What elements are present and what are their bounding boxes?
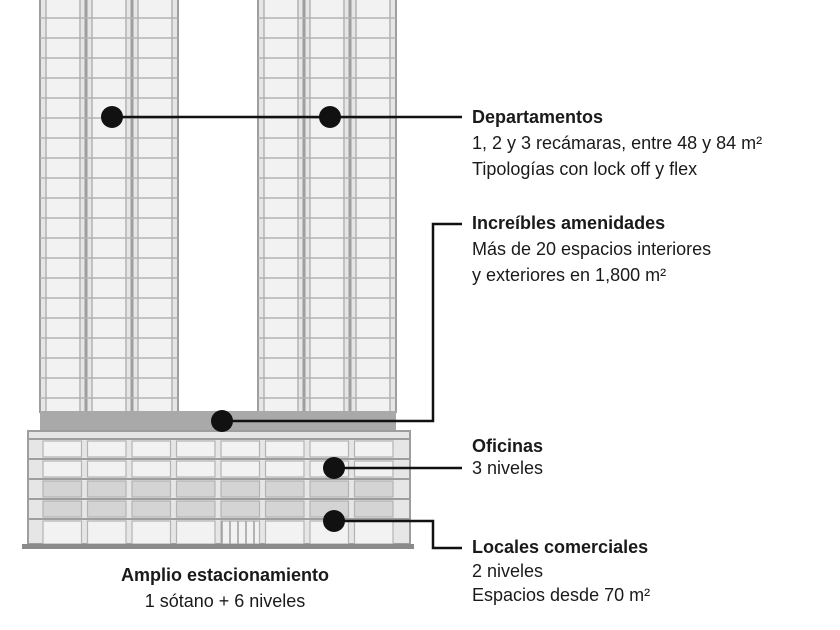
podium-window [177, 481, 216, 497]
podium-window [132, 501, 171, 517]
podium-window [221, 481, 260, 497]
podium-window [132, 481, 171, 497]
right-tower [258, 0, 396, 412]
podium-window [266, 501, 305, 517]
podium-window [266, 521, 305, 544]
departamentos-title: Departamentos [472, 107, 604, 127]
oficinas-marker [323, 457, 345, 479]
caption-estacionamiento [40, 562, 410, 614]
podium-window [177, 521, 216, 544]
podium-window [266, 461, 305, 477]
right-tower-window-column [264, 0, 298, 412]
residential-towers [40, 0, 396, 412]
left-tower-window-column [46, 0, 80, 412]
podium-window [177, 501, 216, 517]
locales-line2: Espacios desde 70 m² [472, 585, 651, 605]
podium-window [221, 501, 260, 517]
podium-window [88, 501, 127, 517]
podium-window [43, 521, 82, 544]
podium-window [177, 441, 216, 457]
departamentos-marker-right [319, 106, 341, 128]
amenidades-line2: y exteriores en 1,800 m² [472, 265, 667, 285]
locales-line1: 2 niveles [472, 561, 544, 581]
estacionamiento-title: Amplio estacionamiento [120, 565, 330, 585]
podium-body [28, 431, 410, 544]
left-tower [40, 0, 178, 412]
estacionamiento-line1: 1 sótano + 6 niveles [144, 591, 306, 611]
right-tower-window-column [310, 0, 344, 412]
amenidades-marker [211, 410, 233, 432]
podium-window [88, 481, 127, 497]
departamentos-marker-left [101, 106, 123, 128]
podium-window [266, 441, 305, 457]
podium-window [132, 521, 171, 544]
podium-window [132, 441, 171, 457]
label-amenidades [472, 210, 711, 288]
departamentos-line1: 1, 2 y 3 recámaras, entre 48 y 84 m² [472, 133, 763, 153]
left-tower-window-column [92, 0, 126, 412]
podium-window [43, 441, 82, 457]
podium-window [221, 441, 260, 457]
label-locales [472, 535, 650, 607]
amenidades-title: Increíbles amenidades [472, 213, 666, 233]
locales-marker [323, 510, 345, 532]
podium-window [43, 501, 82, 517]
podium-window [310, 481, 349, 497]
podium-window [132, 461, 171, 477]
amenidades-line1: Más de 20 espacios interiores [472, 239, 712, 259]
podium-window [88, 441, 127, 457]
podium-window [355, 521, 394, 544]
oficinas-title: Oficinas [472, 436, 544, 456]
label-oficinas [472, 435, 543, 479]
oficinas-line1: 3 niveles [472, 458, 544, 478]
departamentos-line2: Tipologías con lock off y flex [472, 159, 698, 179]
label-departamentos [472, 104, 762, 182]
podium-window [355, 501, 394, 517]
podium-window [43, 461, 82, 477]
podium-window [177, 461, 216, 477]
podium-window [355, 441, 394, 457]
right-tower-window-column [356, 0, 390, 412]
ground-line [22, 544, 414, 549]
podium-window [88, 461, 127, 477]
podium-base [28, 431, 410, 544]
left-tower-window-column [138, 0, 172, 412]
podium-window [221, 461, 260, 477]
podium-window [43, 481, 82, 497]
podium-window [310, 441, 349, 457]
podium-window [88, 521, 127, 544]
podium-window [266, 481, 305, 497]
locales-title: Locales comerciales [472, 537, 649, 557]
podium-window [355, 481, 394, 497]
